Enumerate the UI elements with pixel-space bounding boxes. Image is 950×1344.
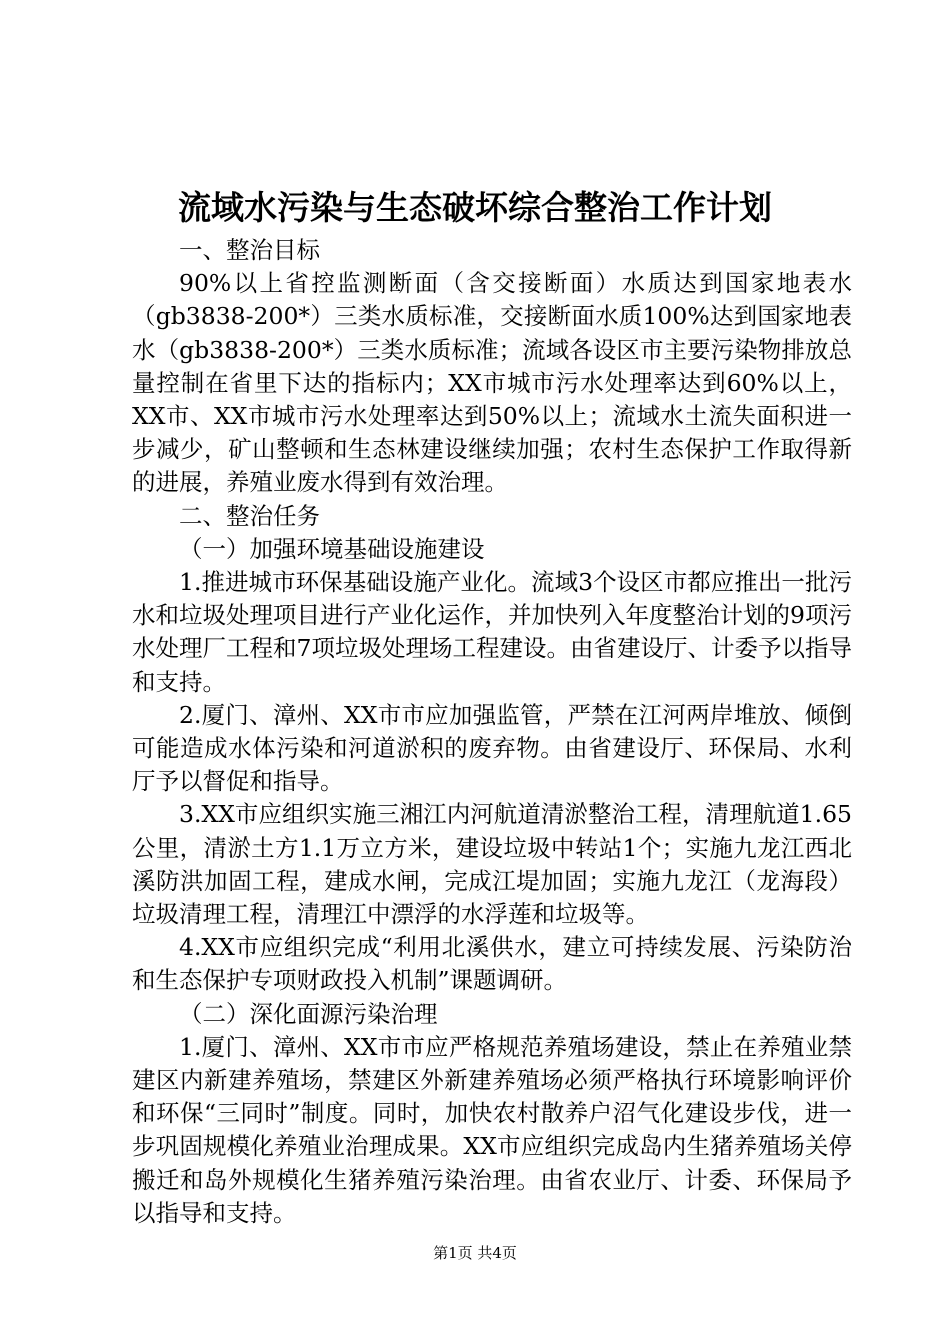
document-title: 流域水污染与生态破坏综合整治工作计划 (178, 188, 772, 227)
subsection-heading: （二）深化面源污染治理 (179, 999, 438, 1028)
subsection-heading: （一）加强环境基础设施建设 (179, 534, 485, 563)
body-paragraph: 4.XX市应组织完成“利用北溪供水，建立可持续发展、污染防治和生态保护专项财政投入机制”课题调研。 (132, 933, 852, 995)
section-heading: 一、整治目标 (179, 236, 320, 264)
body-paragraph: 1.推进城市环保基础设施产业化。流域3个设区市都应推出一批污水和垃圾处理项目进行产业化运作，并加快列入年度整治计划的9项污水处理厂工程和7项垃圾处理场工程建设。由省建设厅、计委予以指导和支持。 (132, 568, 852, 696)
document-body (132, 234, 852, 1230)
page-number-footer: 第1页 共4页 (433, 1244, 517, 1262)
section-heading: 二、整治任务 (179, 501, 320, 530)
body-paragraph: 3.XX市应组织实施三湘江内河航道清淤整治工程，清理航道1.65公里，清淤土方1.1万立方米，建设垃圾中转站1个；实施九龙江西北溪防洪加固工程，建成水闸，完成江堤加固；实施九龙江（龙海段）垃圾清理工程，清理江中漂浮的水浮莲和垃圾等。 (132, 800, 852, 929)
body-paragraph: 2.厦门、漳州、XX市市应加强监管，严禁在江河两岸堆放、倾倒可能造成水体污染和河道淤积的废弃物。由省建设厅、环保局、水利厅予以督促和指导。 (132, 700, 852, 796)
body-paragraph: 1.厦门、漳州、XX市市应严格规范养殖场建设，禁止在养殖业禁建区内新建养殖场，禁建区外新建养殖场必须严格执行环境影响评价和环保“三同时”制度。同时，加快农村散养户沼气化建设步伐，进一步巩固规模化养殖业治理成果。XX市应组织完成岛内生猪养殖场关停搬迁和岛外规模化生猪养殖污染治理。由省农业厅、计委、环保局予以指导和支持。 (132, 1032, 852, 1227)
body-paragraph: 90%以上省控监测断面（含交接断面）水质达到国家地表水（gb3838-200*）三类水质标准，交接断面水质100%达到国家地表水（gb3838-200*）三类水质标准；流域各设区市主要污染物排放总量控制在省里下达的指标内；XX市城市污水处理率达到60%以上，XX市、XX市城市污水处理率达到50%以上；流域水土流失面积进一步减少，矿山整顿和生态林建设继续加强；农村生态保护工作取得新的进展，养殖业废水得到有效治理。 (132, 269, 852, 497)
